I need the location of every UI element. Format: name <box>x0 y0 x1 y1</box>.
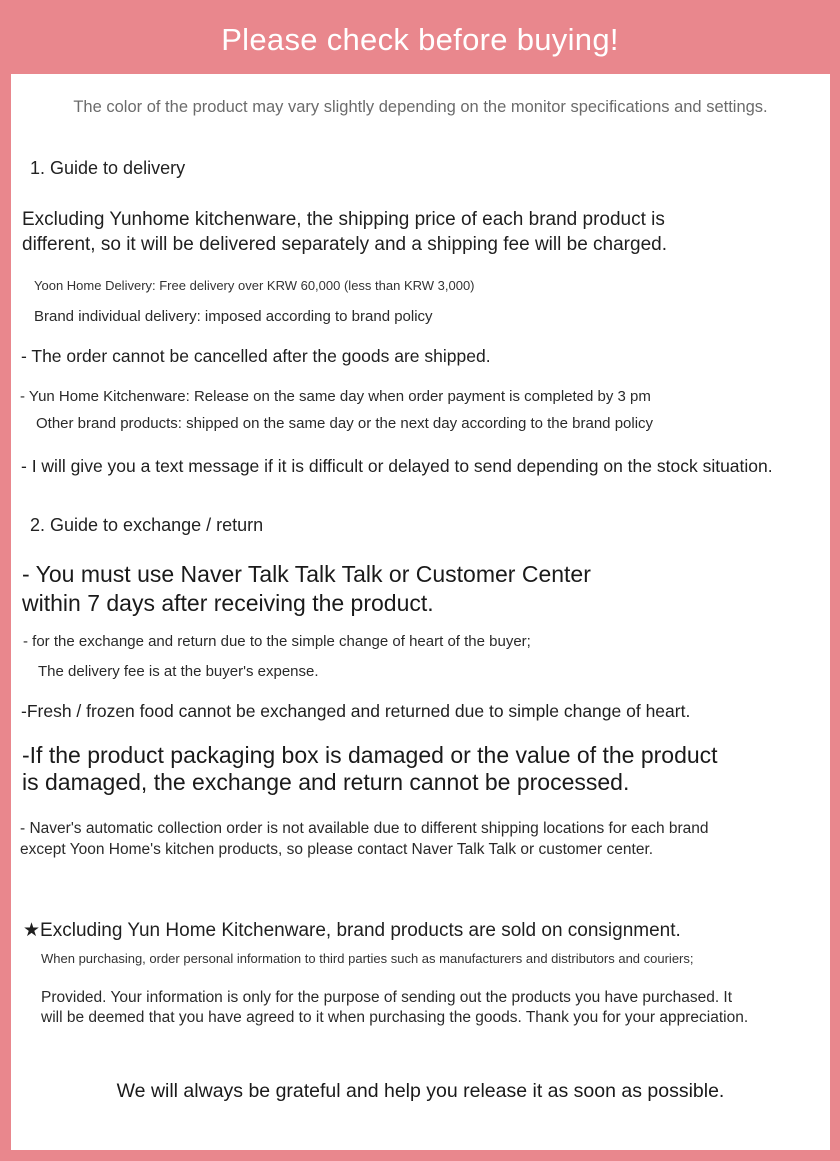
exchange-heading: 2. Guide to exchange / return <box>30 515 264 535</box>
simple-change-note: - for the exchange and return due to the simple change of heart of the buyer; <box>23 633 531 650</box>
must-use-line1: - You must use Naver Talk Talk Talk or Customer Center <box>22 561 591 587</box>
provided-line1: Provided. Your information is only for the purpose of sending out the products you have purchased. It <box>41 989 733 1006</box>
consignment-heading: ★Excluding Yun Home Kitchenware, brand products are sold on consignment. <box>23 920 681 941</box>
info-panel <box>11 74 830 1150</box>
page-title: Please check before buying! <box>221 22 619 57</box>
release-line1: - Yun Home Kitchenware: Release on the same day when order payment is completed by 3 pm <box>20 388 651 405</box>
delivery-intro-line1: Excluding Yunhome kitchenware, the shipping price of each brand product is <box>22 209 665 230</box>
fresh-food-note: -Fresh / frozen food cannot be exchanged and returned due to simple change of heart. <box>21 701 691 721</box>
yoon-home-delivery: Yoon Home Delivery: Free delivery over KRW 60,000 (less than KRW 3,000) <box>34 278 475 293</box>
damaged-line2: is damaged, the exchange and return cannot be processed. <box>22 769 630 795</box>
no-cancel-note: - The order cannot be cancelled after the goods are shipped. <box>21 346 491 366</box>
release-line2: Other brand products: shipped on the same day or the next day according to the brand policy <box>36 415 654 432</box>
auto-collect-line2: except Yoon Home's kitchen products, so please contact Naver Talk Talk or customer center. <box>20 841 654 858</box>
provided-line2: will be deemed that you have agreed to it when purchasing the goods. Thank you for your appreciation. <box>41 1009 749 1026</box>
color-notice: The color of the product may vary slightly depending on the monitor specifications and settings. <box>73 98 768 116</box>
brand-individual-delivery: Brand individual delivery: imposed according to brand policy <box>34 308 433 325</box>
closing-message: We will always be grateful and help you release it as soon as possible. <box>116 1080 725 1102</box>
damaged-line1: -If the product packaging box is damaged or the value of the product <box>22 742 718 768</box>
delivery-intro-line2: different, so it will be delivered separately and a shipping fee will be charged. <box>22 234 667 255</box>
third-party-note: When purchasing, order personal information to third parties such as manufacturers and distributors and couriers; <box>41 951 694 966</box>
delivery-heading: 1. Guide to delivery <box>30 158 186 178</box>
text-message-note: - I will give you a text message if it is difficult or delayed to send depending on the stock situation. <box>21 456 773 476</box>
star-icon: ★ <box>23 920 41 941</box>
auto-collect-line1: - Naver's automatic collection order is not available due to different shipping locations for each brand <box>20 820 709 837</box>
must-use-line2: within 7 days after receiving the product. <box>22 590 434 616</box>
buyer-expense-note: The delivery fee is at the buyer's expense. <box>38 663 319 680</box>
